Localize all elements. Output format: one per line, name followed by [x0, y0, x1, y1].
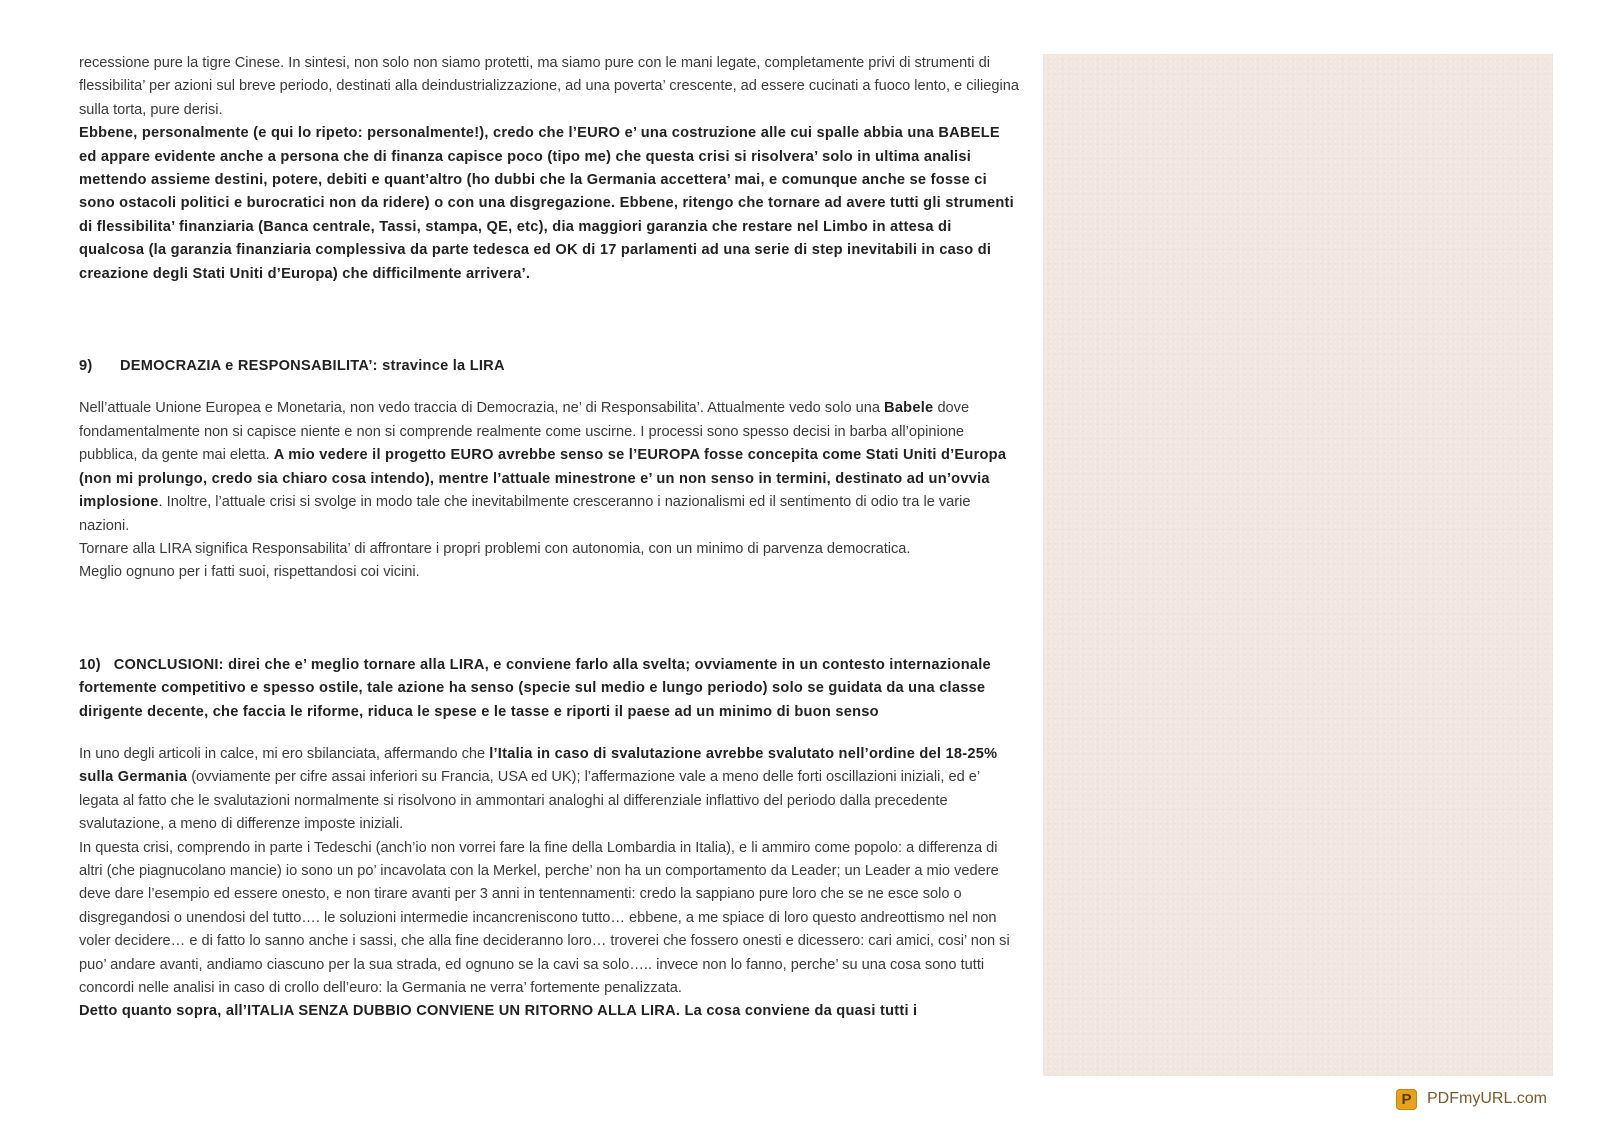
paragraph-recessione: recessione pure la tigre Cinese. In sintesi, non solo non siamo protetti, ma siamo pure con le mani legate, completamente privi di strumenti di flessibilita’ per azioni sul breve periodo, destinati alla deindustrializzazione, ad una poverta’ crescente, ad essere cucinati a fuoco lento, e ciliegina sulla torta, pure derisi. [79, 55, 1019, 118]
section-10-paragraph-2: In questa crisi, comprendo in parte i Tedeschi (anch’io non vorrei fare la fine della Lombardia in Italia), e li ammiro come popolo: a differenza di altri (che piagnucolano mancie) io sono un po’ incavolata con la Merkel, perche’ non ha un comportamento da Leader; un Leader a mio vedere deve dare l’esempio ed essere onesto, e non tirare avanti per 3 anni in tentennamenti: credo la sappiano pure loro che se ne esce solo o disgregandosi o unendosi del tutto…. le soluzioni intermedie incancreniscono tutto… ebbene, a me spiace di loro questo andreottismo nel non voler decidere… e di fatto lo sanno anche i sassi, che alla fine decideranno loro… troverei che fossero onesti e dicessero: cari amici, cosi’ non si puo’ andare avanti, andiamo ciascuno per la sua strada, ed ognuno se la cavi sa solo….. invece non lo fanno, perche’ su una cosa sono tutti concordi nelle analisi in caso di crollo dell’euro: la Germania ne verra’ fortemente penalizzata. [79, 839, 1010, 996]
section-9-paragraph-1: Nell’attuale Unione Europea e Monetaria, non vedo traccia di Democrazia, ne’ di Responsabilita’. Attualmente vedo solo una Babele dove fondamentalmente non si capisce niente e non si comprende realmente come uscirne. I processi sono spesso decisi in barba all’opinione pubblica, da gente mai eletta. A mio vedere il progetto EURO avrebbe senso se l’EUROPA fosse concepita come Stati Uniti d’Europa (non mi prolungo, credo sia chiaro cosa intendo), mentre l’attuale minestrone e’ un non senso in termini, destinato ad un’ovvia implosione. Inoltre, l’attuale crisi si svolge in modo tale che inevitabilmente cresceranno i nazionalismi ed il sentimento di odio tra le varie nazioni. [79, 400, 1007, 534]
section-9-heading [79, 355, 1019, 378]
pdfmyurl-logo-icon: P [1396, 1089, 1417, 1110]
pdfmyurl-brand-label: PDFmyURL.com [1427, 1090, 1548, 1107]
section-10-heading [79, 654, 1019, 724]
paragraph-euro-babele: Ebbene, personalmente (e qui lo ripeto: personalmente!), credo che l’EURO e’ una costruzione alle cui spalle abbia una BABELE ed appare evidente anche a persona che di finanza capisce poco (tipo me) che questa crisi si risolvera’ solo in ultima analisi mettendo assieme destini, potere, debiti e quant’altro (ho dubbi che la Germania accettera’ mai, e comunque anche se fosse ci sono ostacoli politici e burocratici non da ridere) o con una disgregazione. Ebbene, ritengo che tornare ad avere tutti gli strumenti di flessibilita’ finanziaria (Banca centrale, Tassi, stampa, QE, etc), dia maggiori garanzia che restare nel Limbo in attesa di qualcosa (la garanzia finanziaria complessiva da parte tedesca ed OK di 17 parlamenti ad una serie di step inevitabili in caso di creazione degli Stati Uniti d’Europa) che difficilmente arrivera’. [79, 125, 1014, 282]
pdfmyurl-link[interactable] [1396, 1087, 1547, 1111]
section-9-paragraph-3: Meglio ognuno per i fatti suoi, rispettandosi coi vicini. [79, 564, 420, 581]
section-10-paragraph-1: In uno degli articoli in calce, mi ero sbilanciata, affermando che l’Italia in caso di svalutazione avrebbe svalutato nell’ordine del 18-25% sulla Germania (ovviamente per cifre assai inferiori su Francia, USA ed UK); l’affermazione vale a meno delle forti oscillazioni iniziali, ed e’ legata al fatto che le svalutazioni normalmente si risolvono in ammontari analoghi al differenziale inflattivo del periodo dalla precedente svalutazione, a meno di differenze imposte iniziali. [79, 745, 998, 833]
section-9-number: 9) [79, 358, 93, 375]
side-panel [1043, 54, 1553, 1076]
section-spacer [79, 286, 1019, 355]
section-9-title: DEMOCRAZIA e RESPONSABILITA’: stravince la LIRA [120, 358, 505, 375]
section-10-title: CONCLUSIONI: direi che e’ meglio tornare alla LIRA, e conviene farlo alla svelta; ovviamente in un contesto internazionale fortemente competitivo e spesso ostile, tale azione ha senso (specie sul medio e lungo periodo) solo se guidata da una classe dirigente decente, che faccia le riforme, riduca le spese e le tasse e riporti il paese ad un minimo di buon senso [79, 656, 991, 720]
document-body [79, 52, 1019, 1024]
section-spacer [79, 585, 1019, 654]
section-10-number: 10) [79, 656, 101, 673]
section-10-paragraph-3: Detto quanto sopra, all’ITALIA SENZA DUBBIO CONVIENE UN RITORNO ALLA LIRA. La cosa conviene da quasi tutti i [79, 1003, 918, 1020]
section-9-paragraph-2: Tornare alla LIRA significa Responsabilita’ di affrontare i propri problemi con autonomia, con un minimo di parvenza democratica. [79, 540, 911, 557]
